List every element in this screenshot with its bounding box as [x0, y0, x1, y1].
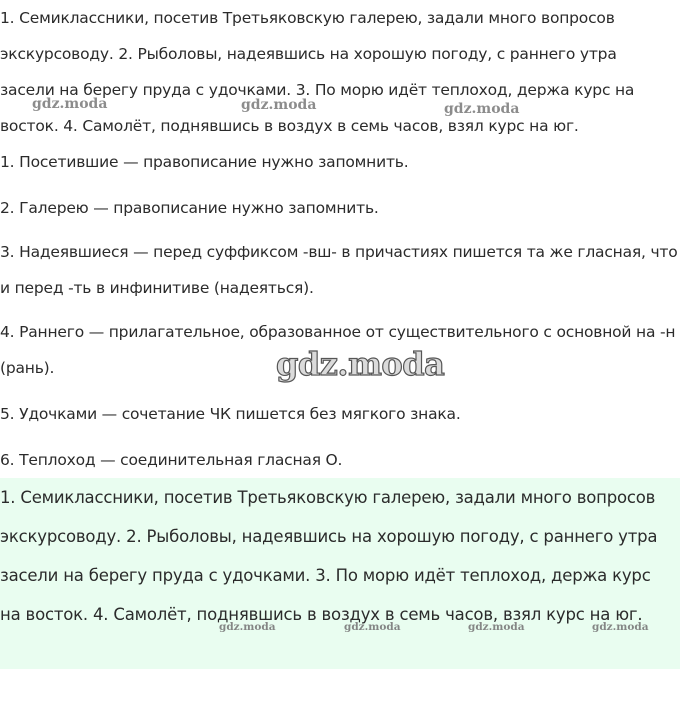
task-text-content: 1. Семиклассники, посетив Третьяковскую галерею, задали много вопросов экскурсоводу. 2. Рыболовы, надеявшись на хорошую погоду, с раннего утра засели на берегу пруда с удочками. 3. По морю идёт теплоход, держа курс на восток. 4. Самолёт, поднявшись в воздух в семь часов, взял курс на юг.: [0, 9, 635, 135]
answer-text: 1. Семиклассники, посетив Третьяковскую галерею, задали много вопросов экскурсоводу. 2. Рыболовы, надеявшись на хорошую погоду, с раннего утра засели на берегу пруда с удочками. 3. По морю идёт теплоход, держа курс на восток. 4. Самолёт, поднявшись в воздух в семь часов, взял курс на юг.: [0, 488, 658, 624]
explanation-2: 2. Галерею — правописание нужно запомнить.: [0, 199, 379, 217]
watermark-large: gdz.moda: [276, 345, 445, 383]
watermark: gdz.moda: [219, 621, 276, 633]
explanation-3: 3. Надеявшиеся — перед суффиксом -вш- в причастиях пишется та же гласная, что и перед -ть в инфинитиве (надеяться).: [0, 243, 678, 297]
watermark: gdz.moda: [592, 621, 649, 633]
explanation-1: 1. Посетившие — правописание нужно запомнить.: [0, 153, 409, 171]
explanation-6: 6. Теплоход — соединительная гласная О.: [0, 451, 343, 469]
watermark: gdz.moda: [468, 621, 525, 633]
watermark: gdz.moda: [241, 97, 317, 113]
watermark: gdz.moda: [32, 96, 108, 112]
task-text: [0, 0, 675, 144]
answer-block: [0, 478, 680, 669]
explanation-4: 4. Раннего — прилагательное, образованное от существительного с основной на -н (рань).: [0, 323, 676, 377]
watermark: gdz.moda: [344, 621, 401, 633]
watermark: gdz.moda: [444, 101, 520, 117]
explanation-5: 5. Удочками — сочетание ЧК пишется без мягкого знака.: [0, 405, 461, 423]
